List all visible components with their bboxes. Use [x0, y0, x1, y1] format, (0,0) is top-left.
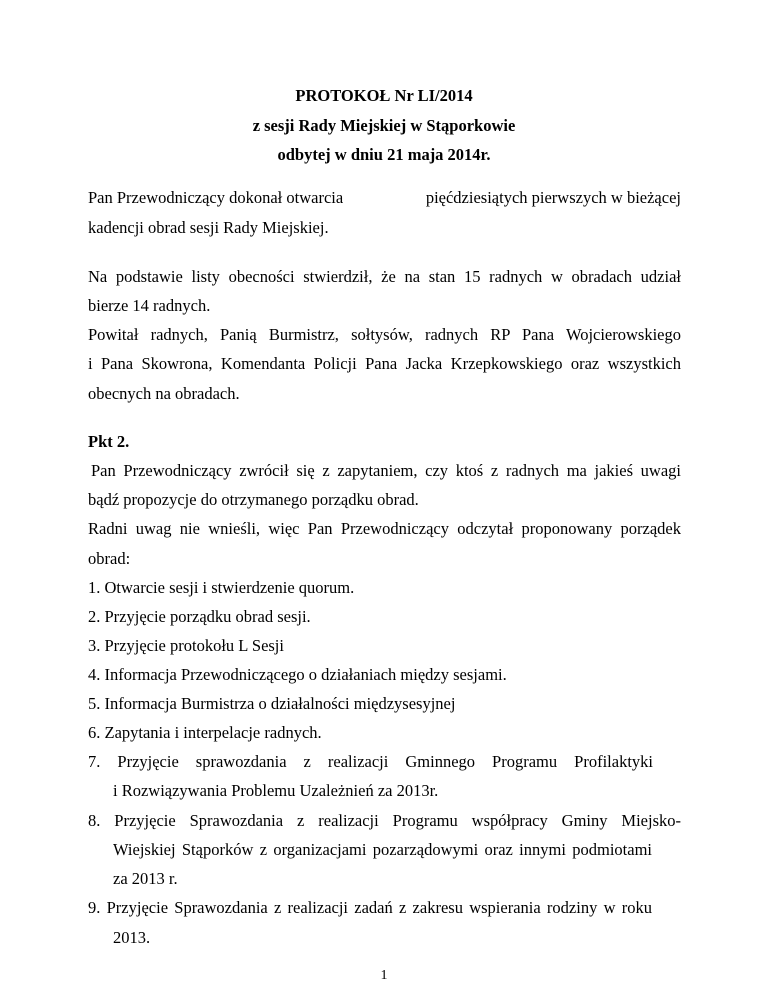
session-date: odbytej w dniu 21 maja 2014r.: [277, 145, 491, 164]
para2-line4: i Pana Skowrona, Komendanta Policji Pana Jacka Krzepkowskiego oraz wszystkich: [88, 354, 681, 373]
document-subtitle: z sesji Rady Miejskiej w Stąporkowie: [252, 116, 516, 135]
agenda-item-7-line2: i Rozwiązywania Problemu Uzależnień za 2013r.: [113, 781, 439, 800]
agenda-item-5: 5. Informacja Burmistrza o działalności międzysesyjnej: [88, 694, 456, 713]
agenda-item-9-line1: 9. Przyjęcie Sprawozdania z realizacji zadań z zakresu wspierania rodziny w roku: [88, 898, 652, 917]
para2-line3: Powitał radnych, Panią Burmistrz, sołtysów, radnych RP Pana Wojcierowskiego: [88, 325, 681, 344]
para1-line1-right: pięćdziesiątych pierwszych w bieżącej: [425, 188, 681, 207]
agenda-item-8-line3: za 2013 r.: [113, 869, 178, 888]
agenda-item-7-line1: 7. Przyjęcie sprawozdania z realizacji Gminnego Programu Profilaktyki: [88, 752, 653, 771]
agenda-item-9-line2: 2013.: [113, 928, 151, 947]
agenda-item-2: 2. Przyjęcie porządku obrad sesji.: [88, 607, 311, 626]
para2-line2: bierze 14 radnych.: [88, 296, 211, 315]
agenda-item-8-line2: Wiejskiej Stąporków z organizacjami pozarządowymi oraz innymi podmiotami: [113, 840, 652, 859]
section-line1: Pan Przewodniczący zwrócił się z zapytaniem, czy ktoś z radnych ma jakieś uwagi: [91, 461, 681, 480]
section-line4: obrad:: [88, 549, 131, 568]
agenda-item-1: 1. Otwarcie sesji i stwierdzenie quorum.: [88, 578, 355, 597]
agenda-item-4: 4. Informacja Przewodniczącego o działaniach między sesjami.: [88, 665, 507, 684]
para2-line5: obecnych na obradach.: [88, 384, 240, 403]
section-heading: Pkt 2.: [88, 432, 130, 451]
page-number: 1: [380, 968, 388, 983]
section-line2: bądź propozycje do otrzymanego porządku obrad.: [88, 490, 419, 509]
agenda-item-6: 6. Zapytania i interpelacje radnych.: [88, 723, 322, 742]
agenda-item-8-line1: 8. Przyjęcie Sprawozdania z realizacji Programu współpracy Gminy Miejsko-: [88, 811, 681, 830]
section-line3: Radni uwag nie wnieśli, więc Pan Przewodniczący odczytał proponowany porządek: [88, 519, 681, 538]
document-title: PROTOKOŁ Nr LI/2014: [295, 86, 473, 105]
para1-line2: kadencji obrad sesji Rady Miejskiej.: [88, 218, 329, 237]
para2-line1: Na podstawie listy obecności stwierdził, że na stan 15 radnych w obradach udział: [88, 267, 681, 286]
para1-line1-left: Pan Przewodniczący dokonał otwarcia: [88, 188, 344, 207]
agenda-item-3: 3. Przyjęcie protokołu L Sesji: [88, 636, 284, 655]
